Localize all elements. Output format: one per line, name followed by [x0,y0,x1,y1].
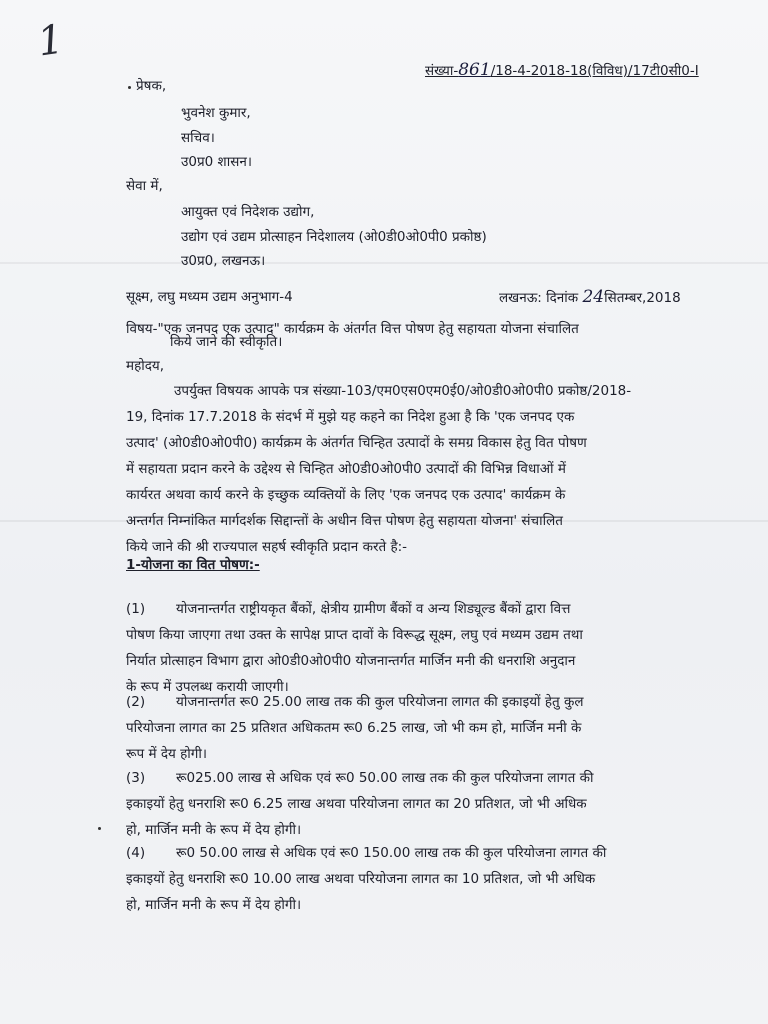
intro-line: उपर्युक्त विषयक आपके पत्र संख्या-103/एम0एस0एम0ई0/ओ0डी0ओ0पी0 प्रकोष्ठ/2018- [174,383,632,399]
item-line: रू025.00 लाख से अधिक एवं रू0 50.00 लाख तक की कुल परियोजना लागत की [176,770,594,786]
item-2 [126,689,720,767]
item-1 [126,596,720,700]
item-line: योजनान्तर्गत राष्ट्रीयकृत बैंकों, क्षेत्रीय ग्रामीण बैंकों व अन्य शिड्यूल्ड बैंकों द्वारा वित्त [176,601,571,617]
date-prefix: लखनऊ: दिनांक [499,290,579,306]
item-4 [126,840,720,918]
intro-line: अन्तर्गत निम्नांकित मार्गदर्शक सिद्दान्तों के अधीन वित्त पोषण हेतु सहायता योजना' संचालित [126,513,563,529]
recipient-line-3: उ0प्र0, लखनऊ। [181,253,266,269]
date-suffix: सितम्बर,2018 [604,290,681,306]
item-line: परियोजना लागत का 25 प्रतिशत अधिकतम रू0 6.25 लाख, जो भी कम हो, मार्जिन मनी के [126,720,582,736]
reference-number [425,60,699,80]
item-line: पोषण किया जाएगा तथा उक्त के सापेक्ष प्राप्त दावों के विरूद्ध सूक्ष्म, लघु एवं मध्यम उद्यम तथा [126,627,583,643]
section-heading: 1-योजना का वित पोषण:- [126,557,260,573]
reference-handwritten-number: 861 [458,60,491,80]
item-number: (4) [126,845,146,861]
item-line: योजनान्तर्गत रू0 25.00 लाख तक की कुल परियोजना लागत की इकाइयों हेतु कुल [176,694,584,710]
paper-fold-line [0,262,768,264]
salutation: महोदय, [126,358,165,374]
subject-line-1: विषय-"एक जनपद एक उत्पाद" कार्यक्रम के अंतर्गत वित्त पोषण हेतु सहायता योजना संचालित [126,321,579,337]
recipient-line-2: उद्योग एवं उद्यम प्रोत्साहन निदेशालय (ओ0डी0ओ0पी0 प्रकोष्ठ) [181,229,487,245]
sender-office: उ0प्र0 शासन। [181,154,252,170]
intro-line: उत्पाद' (ओ0डी0ओ0पी0) कार्यक्रम के अंतर्गत चिन्हित उत्पादों के समग्र विकास हेतु वित पोषण [126,435,587,451]
intro-line: किये जाने की श्री राज्यपाल सहर्ष स्वीकृति प्रदान करते है:- [126,539,408,555]
ink-dot [128,86,131,89]
letter-date [499,288,681,308]
sender-name: भुवनेश कुमार, [181,105,251,121]
recipient-line-1: आयुक्त एवं निदेशक उद्योग, [181,204,315,220]
date-handwritten-day: 24 [582,287,605,307]
item-line: इकाइयों हेतु धनराशि रू0 6.25 लाख अथवा परियोजना लागत का 20 प्रतिशत, जो भी अधिक [126,796,587,812]
section-name: सूक्ष्म, लघु मध्यम उद्यम अनुभाग-4 [126,289,293,305]
item-line: निर्यात प्रोत्साहन विभाग द्वारा ओ0डी0ओ0पी0 योजनान्तर्गत मार्जिन मनी की धनराशि अनुदान [126,653,576,669]
item-number: (2) [126,694,146,710]
sender-label: प्रेषक, [136,78,167,94]
recipient-label: सेवा में, [126,178,163,194]
item-3 [126,765,720,843]
item-line: के रूप में उपलब्ध करायी जाएगी। [126,679,289,695]
ink-dot [98,827,101,830]
item-line: रूप में देय होगी। [126,746,207,762]
reference-suffix: /18-4-2018-18(विविध)/17टी0सी0-I [490,63,699,79]
item-line: रू0 50.00 लाख से अधिक एवं रू0 150.00 लाख तक की कुल परियोजना लागत की [176,845,607,861]
intro-paragraph [126,378,720,560]
item-line: इकाइयों हेतु धनराशि रू0 10.00 लाख अथवा परियोजना लागत का 10 प्रतिशत, जो भी अधिक [126,871,596,887]
intro-line: 19, दिनांक 17.7.2018 के संदर्भ में मुझे यह कहने का निदेश हुआ है कि 'एक जनपद एक [126,409,575,425]
item-number: (3) [126,770,146,786]
item-number: (1) [126,601,146,617]
intro-line: कार्यरत अथवा कार्य करने के इच्छुक व्यक्तियों के लिए 'एक जनपद एक उत्पाद' कार्यक्रम के [126,487,566,503]
handwritten-page-number: 1 [34,16,67,66]
sender-designation: सचिव। [181,130,215,146]
item-line: हो, मार्जिन मनी के रूप में देय होगी। [126,822,302,838]
intro-line: में सहायता प्रदान करने के उद्देश्य से चिन्हित ओ0डी0ओ0पी0 उत्पादों की विभिन्न विधाओं में [126,461,566,477]
subject-line-2: किये जाने की स्वीकृति। [170,334,283,350]
item-line: हो, मार्जिन मनी के रूप में देय होगी। [126,897,302,913]
reference-prefix: संख्या- [425,63,459,79]
